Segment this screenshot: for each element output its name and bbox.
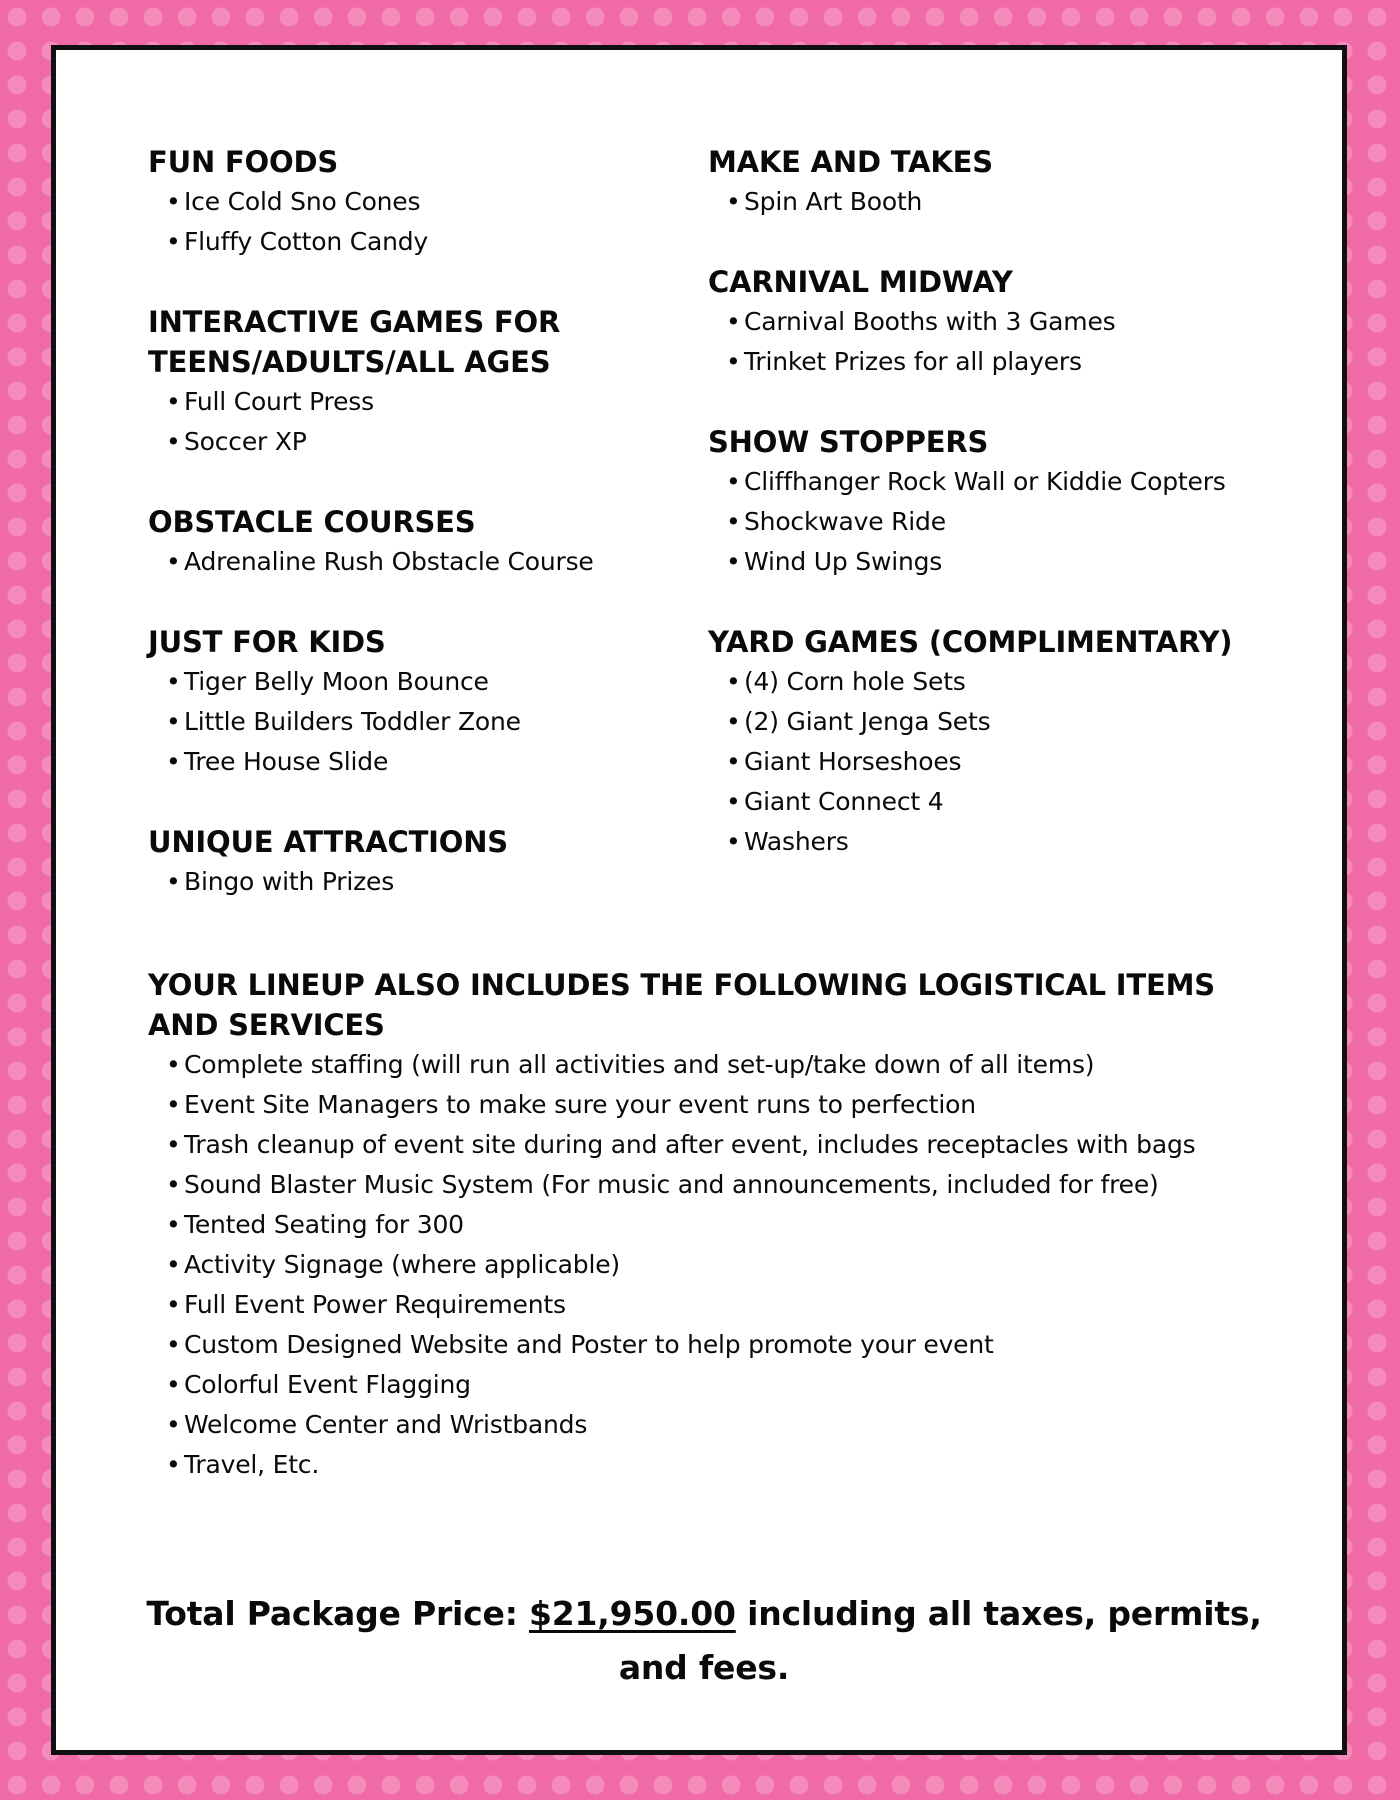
section-title: YARD GAMES (COMPLIMENTARY)	[708, 625, 1233, 659]
list-item: • Little Builders Toddler Zone	[166, 702, 688, 742]
section-interactive-games-for-teens-adults-all-ages	[148, 302, 688, 462]
logistics-title: YOUR LINEUP ALSO INCLUDES THE FOLLOWING LOGISTICAL ITEMS AND SERVICES	[148, 968, 1215, 1042]
logistics-section	[148, 965, 1268, 1485]
logistics-item: • Travel, Etc.	[166, 1445, 1268, 1485]
list-item: • Trinket Prizes for all players	[726, 342, 1268, 382]
price-suffix: including all taxes, permits, and fees.	[618, 1594, 1262, 1687]
logistics-item: • Activity Signage (where applicable)	[166, 1245, 1268, 1285]
list-item: • Giant Horseshoes	[726, 742, 1268, 782]
logistics-item: • Sound Blaster Music System (For music and announcements, included for free)	[166, 1165, 1268, 1205]
list-item: • Full Court Press	[166, 382, 688, 422]
list-item: • Tiger Belly Moon Bounce	[166, 662, 688, 702]
list-item: • Bingo with Prizes	[166, 862, 688, 902]
logistics-item: • Trash cleanup of event site during and after event, includes receptacles with bags	[166, 1125, 1268, 1165]
section-item-list	[148, 862, 688, 902]
section-make-and-takes	[708, 142, 1268, 222]
section-item-list	[148, 182, 688, 262]
logistics-item: • Custom Designed Website and Poster to help promote your event	[166, 1325, 1268, 1365]
activity-columns	[148, 142, 1268, 962]
list-item: • Cliffhanger Rock Wall or Kiddie Copters	[726, 462, 1268, 502]
section-title: CARNIVAL MIDWAY	[708, 265, 1013, 299]
section-title: MAKE AND TAKES	[708, 145, 993, 179]
section-item-list	[708, 662, 1268, 862]
list-item: • (2) Giant Jenga Sets	[726, 702, 1268, 742]
logistics-item: • Colorful Event Flagging	[166, 1365, 1268, 1405]
list-item: • Wind Up Swings	[726, 542, 1268, 582]
logistics-item: • Full Event Power Requirements	[166, 1285, 1268, 1325]
section-carnival-midway	[708, 262, 1268, 382]
section-item-list	[148, 542, 688, 582]
list-item: • Spin Art Booth	[726, 182, 1268, 222]
logistics-item: • Welcome Center and Wristbands	[166, 1405, 1268, 1445]
logistics-item: • Tented Seating for 300	[166, 1205, 1268, 1245]
section-title: INTERACTIVE GAMES FOR TEENS/ADULTS/ALL AGES	[148, 305, 561, 379]
logistics-list	[148, 1045, 1268, 1485]
total-price-statement	[116, 1587, 1292, 1695]
section-title: FUN FOODS	[148, 145, 338, 179]
section-show-stoppers	[708, 422, 1268, 582]
section-title: OBSTACLE COURSES	[148, 505, 476, 539]
section-unique-attractions	[148, 822, 688, 902]
section-item-list	[708, 302, 1268, 382]
section-obstacle-courses	[148, 502, 688, 582]
section-item-list	[148, 382, 688, 462]
document-page	[51, 45, 1347, 1755]
list-item: • Soccer XP	[166, 422, 688, 462]
list-item: • Adrenaline Rush Obstacle Course	[166, 542, 688, 582]
list-item: • Shockwave Ride	[726, 502, 1268, 542]
list-item: • Carnival Booths with 3 Games	[726, 302, 1268, 342]
list-item: • Washers	[726, 822, 1268, 862]
section-fun-foods	[148, 142, 688, 262]
section-just-for-kids	[148, 622, 688, 782]
section-item-list	[708, 182, 1268, 222]
logistics-item: • Complete staffing (will run all activities and set-up/take down of all items)	[166, 1045, 1268, 1085]
section-title: SHOW STOPPERS	[708, 425, 989, 459]
right-column	[708, 142, 1268, 902]
section-item-list	[708, 462, 1268, 582]
list-item: • Fluffy Cotton Candy	[166, 222, 688, 262]
left-column	[148, 142, 688, 942]
price-amount: $21,950.00	[529, 1594, 736, 1633]
section-item-list	[148, 662, 688, 782]
list-item: • Giant Connect 4	[726, 782, 1268, 822]
list-item: • Ice Cold Sno Cones	[166, 182, 688, 222]
logistics-item: • Event Site Managers to make sure your event runs to perfection	[166, 1085, 1268, 1125]
section-title: JUST FOR KIDS	[148, 625, 386, 659]
list-item: • (4) Corn hole Sets	[726, 662, 1268, 702]
section-title: UNIQUE ATTRACTIONS	[148, 825, 508, 859]
price-label: Total Package Price:	[146, 1594, 518, 1633]
section-yard-games-complimentary	[708, 622, 1268, 862]
list-item: • Tree House Slide	[166, 742, 688, 782]
